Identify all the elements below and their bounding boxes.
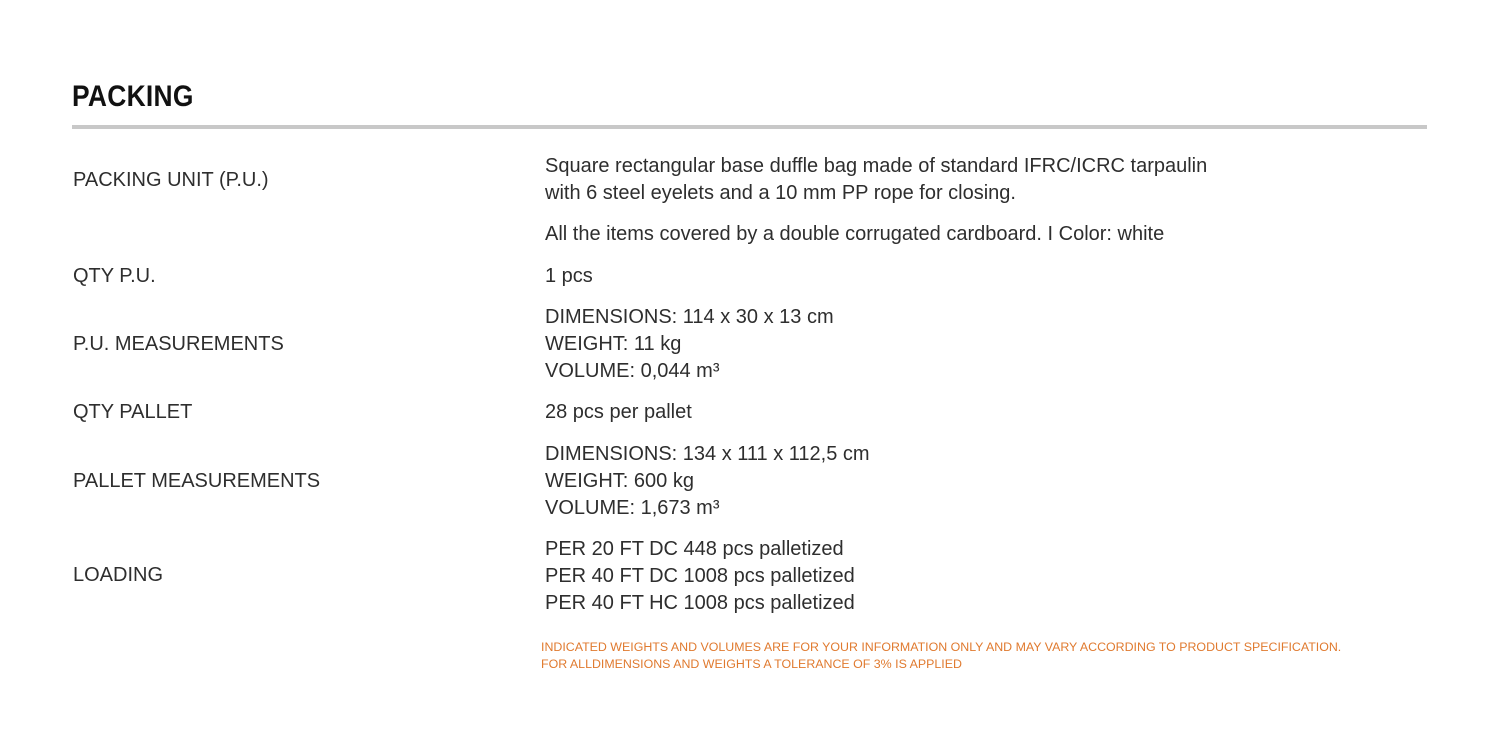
value-line: with 6 steel eyelets and a 10 mm PP rope for closing. bbox=[545, 182, 1016, 204]
section-divider bbox=[72, 125, 1427, 129]
value-line: Square rectangular base duffle bag made of standard IFRC/ICRC tarpaulin bbox=[545, 155, 1208, 177]
pallet-measurements-label: PALLET MEASUREMENTS bbox=[73, 470, 321, 492]
disclaimer-line: FOR ALLDIMENSIONS AND WEIGHTS A TOLERANCE OF 3% IS APPLIED bbox=[541, 657, 962, 671]
loading-label: LOADING bbox=[73, 564, 164, 586]
value-line: 1 pcs bbox=[545, 265, 593, 287]
value-line: WEIGHT: 600 kg bbox=[545, 470, 694, 492]
disclaimer-note bbox=[541, 639, 1341, 673]
packing-cover-value bbox=[545, 221, 1164, 248]
value-line: WEIGHT: 11 kg bbox=[545, 333, 682, 355]
section-title: PACKING bbox=[72, 80, 194, 113]
value-line: VOLUME: 1,673 m³ bbox=[545, 497, 720, 519]
value-line: PER 20 FT DC 448 pcs palletized bbox=[545, 538, 844, 560]
qty-pu-label: QTY P.U. bbox=[73, 265, 156, 287]
pu-measurements-label: P.U. MEASUREMENTS bbox=[73, 333, 284, 355]
value-line: DIMENSIONS: 114 x 30 x 13 cm bbox=[545, 306, 834, 328]
value-line: 28 pcs per pallet bbox=[545, 401, 692, 423]
value-line: PER 40 FT HC 1008 pcs palletized bbox=[545, 592, 855, 614]
qty-pallet-label: QTY PALLET bbox=[73, 401, 193, 423]
pallet-measurements-value bbox=[545, 441, 870, 522]
packing-unit-label: PACKING UNIT (P.U.) bbox=[73, 169, 269, 191]
packing-unit-value bbox=[545, 153, 1207, 207]
pu-measurements-value bbox=[545, 304, 834, 385]
qty-pallet-value bbox=[545, 399, 692, 426]
loading-value bbox=[545, 536, 855, 617]
value-line: VOLUME: 0,044 m³ bbox=[545, 360, 720, 382]
value-line: All the items covered by a double corrugated cardboard. I Color: white bbox=[545, 223, 1165, 245]
value-line: PER 40 FT DC 1008 pcs palletized bbox=[545, 565, 855, 587]
value-line: DIMENSIONS: 134 x 111 x 112,5 cm bbox=[545, 443, 870, 465]
disclaimer-line: INDICATED WEIGHTS AND VOLUMES ARE FOR YOUR INFORMATION ONLY AND MAY VARY ACCORDING TO PRODUCT SPECIFICATION. bbox=[541, 640, 1342, 654]
qty-pu-value bbox=[545, 263, 593, 290]
